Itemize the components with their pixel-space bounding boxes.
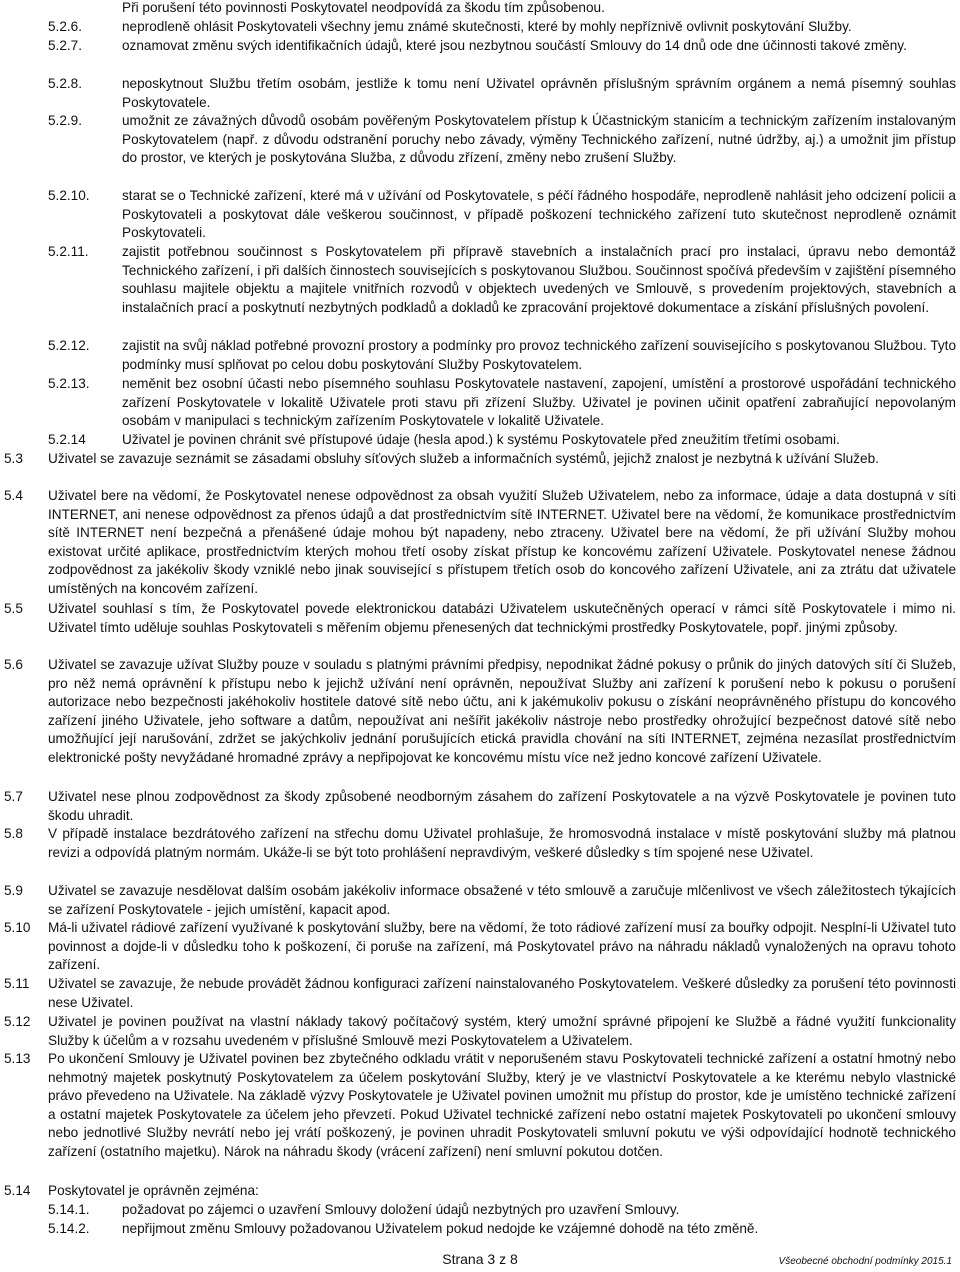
clause-number: 5.10 xyxy=(4,920,31,935)
clause-text: Uživatel je povinen používat na vlastní náklady takový počítačový systém, který umožní správné připojení ke Službě a řádné využití funkcionality Služby k účelům a v rozsahu uvedeném v příslušné Smlouvě mezi Poskytovatelem a Uživatelem. xyxy=(48,1014,956,1048)
clause-text: oznamovat změnu svých identifikačních údajů, které jsou nezbytnou součástí Smlouvy do 14 dnů ode dne účinnosti takové změny. xyxy=(122,38,907,53)
clause-5-8 xyxy=(4,825,960,862)
clause-5-2-12 xyxy=(48,337,960,374)
clause-5-14-1 xyxy=(48,1201,960,1220)
clause-number: 5.14.1. xyxy=(48,1202,90,1217)
clause-5-7 xyxy=(4,788,960,825)
clause-text: zajistit na svůj náklad potřebné provozní prostory a podmínky pro provoz technického zařízení souvisejícího s poskytovanou Službou. Tyto podmínky musí splňovat po celou dobu poskytování Služby Poskytovatelem. xyxy=(122,338,956,372)
clause-text: Uživatel je povinen chránit své přístupové údaje (hesla apod.) k systému Poskytovatele před zneužitím třetími osobami. xyxy=(122,432,840,447)
clause-5-2-14 xyxy=(48,431,960,450)
clause-number: 5.14 xyxy=(4,1183,31,1198)
clause-5-13 xyxy=(4,1050,960,1162)
clause-5-2-11 xyxy=(48,243,960,317)
clause-number: 5.2.9. xyxy=(48,113,83,128)
clause-number: 5.2.11. xyxy=(48,244,89,259)
clause-5-10 xyxy=(4,919,960,975)
clause-number: 5.8 xyxy=(4,826,23,841)
clause-number: 5.13 xyxy=(4,1051,31,1066)
clause-text: Uživatel se zavazuje nesdělovat dalším osobám jakékoliv informace obsažené v této smlouvě a zaručuje mlčenlivost ve všech záležitostech týkajících se zařízení Poskytovatele - jejich umístění, kapacit apod. xyxy=(48,883,956,917)
clause-number: 5.11 xyxy=(4,976,30,991)
clause-5-14 xyxy=(4,1182,960,1201)
clause-text: zajistit potřebnou součinnost s Poskytovatelem při přípravě stavebních a instalačních prací pro instalaci, úpravu nebo demontáž Technického zařízení, i při dalších činnostech souvisejících s poskytovanou Službou. Součinnost spočívá především v zajištění písemného souhlasu majitele objektu a majitele vnitřních rozvodů v objektech uvedených ve Smlouvě, s provedením projektových, stavebních a instalačních prací a poskytnutí nezbytných podkladů a dokladů ke zpracování projektové dokumentace a získání příslušných povolení. xyxy=(122,244,956,315)
clause-number: 5.6 xyxy=(4,657,23,672)
clause-number: 5.9 xyxy=(4,883,23,898)
page-number: Strana 3 z 8 xyxy=(442,1251,518,1267)
clause-5-5 xyxy=(4,600,960,637)
clause-number: 5.2.14 xyxy=(48,432,86,447)
clause-number: 5.2.8. xyxy=(48,76,83,91)
clause-5-2-8 xyxy=(48,75,960,112)
clause-text: Uživatel se zavazuje seznámit se zásadami obsluhy síťových služeb a informačních systémů, jejichž znalost je nezbytná k užívání Služeb. xyxy=(48,451,879,466)
clause-text: neposkytnout Službu třetím osobám, jestliže k tomu není Uživatel oprávněn příslušným správním orgánem a nemá písemný souhlas Poskytovatele. xyxy=(122,76,956,110)
document-version: Všeobecné obchodní podmínky 2015.1 xyxy=(778,1256,952,1267)
clause-text: neprodleně ohlásit Poskytovateli všechny jemu známé skutečnosti, které by mohly nepříznivě ovlivnit poskytování Služby. xyxy=(122,19,852,34)
clause-5-2-10 xyxy=(48,187,960,243)
clause-number: 5.3 xyxy=(4,451,23,466)
clause-text: starat se o Technické zařízení, které má v užívání od Poskytovatele, s péčí řádného hospodáře, neprodleně nahlásit jeho odcizení policii a Poskytovateli a poskytovat dále veškerou součinnost, v případě poškození technického zařízení tuto skutečnost neprodleně oznámit Poskytovateli. xyxy=(122,188,956,241)
clause-5-2-7 xyxy=(48,37,960,56)
clause-text: Po ukončení Smlouvy je Uživatel povinen bez zbytečného odkladu vrátit v neporušeném stavu Poskytovateli technické zařízení a ostatní hmotný nebo nehmotný majetek poskytnutý Poskytovatelem za účelem poskytování Služby, který je ve vlastnictví Poskytovatele a ke kterému nebylo vlastnické právo převedeno na Uživatele. Na základě výzvy Poskytovatele je Uživatel povinen umožnit mu přístup do prostor, kde je umístěno technické zařízení a ostatní majetek Poskytovatele za účelem jeho převzetí. Pokud Uživatel technické zařízení nebo ostatní majetek Poskytovateli po ukončení smlouvy nebo jednotlivé Služby nevrátí nebo jej vrátí poškozený, je povinen uhradit Poskytovateli smluvní pokutu ve výši odpovídající hodnotě technického zařízení (ostatního majetku). Nárok na náhradu škody (vrácení zařízení) není smluvní pokutou dotčen. xyxy=(48,1051,956,1159)
clause-text: Uživatel se zavazuje užívat Služby pouze v souladu s platnými právními předpisy, nepodnikat žádné pokusy o průnik do jiných datových sítí či Služeb, pro něž nemá oprávnění k přístupu nebo k jejichž užívání není oprávněn, nepoužívat Služby ani zařízení k porušení nebo k pokusu o porušení autorizace nebo bezpečnosti jakéhokoliv hostitele datové sítě nebo účtu, ani k jakémukoliv pokusu o získání neoprávněného přístupu do koncového zařízení jiného Uživatele, jeho software a datům, nepoužívat ani nešířit jakékoliv nástroje nebo prostředky ohrožující bezpečnost datové sítě nebo umožňující její narušování, zdržet se jakýchkoliv jednání porušujících etická pravidla chování na síti INTERNET, zejména nezasílat prostřednictvím elektronické pošty nevyžádané hromadné zprávy a nepřipojovat ke koncovému místu více než jedno koncové zařízení Uživatele. xyxy=(48,657,956,765)
clause-number: 5.7 xyxy=(4,789,23,804)
clause-5-9 xyxy=(4,882,960,919)
clause-number: 5.2.10. xyxy=(48,188,90,203)
clause-text: Uživatel souhlasí s tím, že Poskytovatel povede elektronickou databázi Uživatelem uskutečněných operací v rámci sítě Poskytovatele i mimo ni. Uživatel tímto uděluje souhlas Poskytovateli s měřením objemu přenesených dat technickými prostředky Poskytovatele, popř. jinými způsoby. xyxy=(48,601,956,635)
clause-number: 5.2.12. xyxy=(48,338,90,353)
clause-text: umožnit ze závažných důvodů osobám pověřeným Poskytovatelem přístup k Účastnickým stanicím a technickým zařízením instalovaným Poskytovatelem (např. z důvodu odstranění poruchy nebo závady, výměny Technického zařízení, nutné údržby, aj.) a umožnit jim přístup do prostor, ve kterých je poskytována Služba, z důvodu zřízení, změny nebo zrušení Služby. xyxy=(122,113,956,166)
clause-number: 5.2.13. xyxy=(48,376,90,391)
clause-5-2-9 xyxy=(48,112,960,168)
clause-5-4 xyxy=(4,487,960,599)
clause-number: 5.4 xyxy=(4,488,23,503)
clause-text: Má-li uživatel rádiové zařízení využívané k poskytování služby, bere na vědomí, že toto rádiové zařízení musí za bouřky odpojit. Nesplní-li Uživatel tuto povinnost a dojde-li v důsledku toho k poškození, či poruše na zařízení, má Poskytovatel právo na náhradu nákladů vynaložených na opravu tohoto zařízení. xyxy=(48,920,956,973)
clause-5-12 xyxy=(4,1013,960,1050)
clause-5-3 xyxy=(4,450,960,469)
clause-5-14-2 xyxy=(48,1220,960,1239)
intro-paragraph: Při porušení této povinnosti Poskytovatel neodpovídá za škodu tím způsobenou. xyxy=(122,0,605,15)
clause-number: 5.2.7. xyxy=(48,38,83,53)
clause-number: 5.2.6. xyxy=(48,19,83,34)
clause-text: nepřijmout změnu Smlouvy požadovanou Uživatelem pokud nedojde ke vzájemné dohodě na této změně. xyxy=(122,1221,759,1236)
clause-text: neměnit bez osobní účasti nebo písemného souhlasu Poskytovatele nastavení, zapojení, umístění a prostorové uspořádání technického zařízení Poskytovatele v lokalitě Uživatele proti stavu při zřízení Služby. Uživatel je povinen učinit opatření zabraňující nepovolaným osobám v manipulaci s technickým zařízením Poskytovatele v lokalitě Uživatele. xyxy=(122,376,956,429)
clause-text: Poskytovatel je oprávněn zejména: xyxy=(48,1183,259,1198)
clause-number: 5.14.2. xyxy=(48,1221,90,1236)
clause-5-2-6 xyxy=(48,18,960,37)
clause-number: 5.5 xyxy=(4,601,23,616)
clause-text: V případě instalace bezdrátového zařízení na střechu domu Uživatel prohlašuje, že hromosvodná instalace v místě poskytování služby má platnou revizi a odpovídá platným normám. Ukáže-li se být toto prohlášení nepravdivým, veškeré důsledky s tím spojené nese Uživatel. xyxy=(48,826,956,860)
clause-5-6 xyxy=(4,656,960,768)
clause-5-11 xyxy=(4,975,960,1012)
clause-text: Uživatel se zavazuje, že nebude provádět žádnou konfiguraci zařízení nainstalovaného Poskytovatelem. Veškeré důsledky za porušení této povinnosti nese Uživatel. xyxy=(48,976,956,1010)
clause-5-2-13 xyxy=(48,375,960,431)
clause-text: Uživatel nese plnou zodpovědnost za škody způsobené neodborným zásahem do zařízení Poskytovatele a na výzvě Poskytovatele je povinen tuto škodu uhradit. xyxy=(48,789,956,823)
clause-text: požadovat po zájemci o uzavření Smlouvy doložení údajů nezbytných pro uzavření Smlouvy. xyxy=(122,1202,680,1217)
clause-number: 5.12 xyxy=(4,1014,31,1029)
clause-text: Uživatel bere na vědomí, že Poskytovatel nenese odpovědnost za obsah využití Služeb Uživatelem, nebo za informace, údaje a data dostupná v síti INTERNET, ani nenese odpovědnost za přenos údajů a dat prostřednictvím sítě INTERNET. Uživatel bere na vědomí, že komunikace prostřednictvím sítě INTERNET není bezpečná a přenášené údaje mohou být napadeny, nebo ztraceny. Uživatel bere na vědomí, že při užívání Služby mohou existovat určité aplikace, prostřednictvím kterých mohou třetí osoby získat přístup ke koncovému zařízení Uživatele. Poskytovatel nenese žádnou zodpovědnost za jakékoliv škody vzniklé nebo jinak související s přístupem třetích osob do koncového zařízení Uživatele, ani za ztrátu dat uživatele umístěných na koncovém zařízení. xyxy=(48,488,956,596)
